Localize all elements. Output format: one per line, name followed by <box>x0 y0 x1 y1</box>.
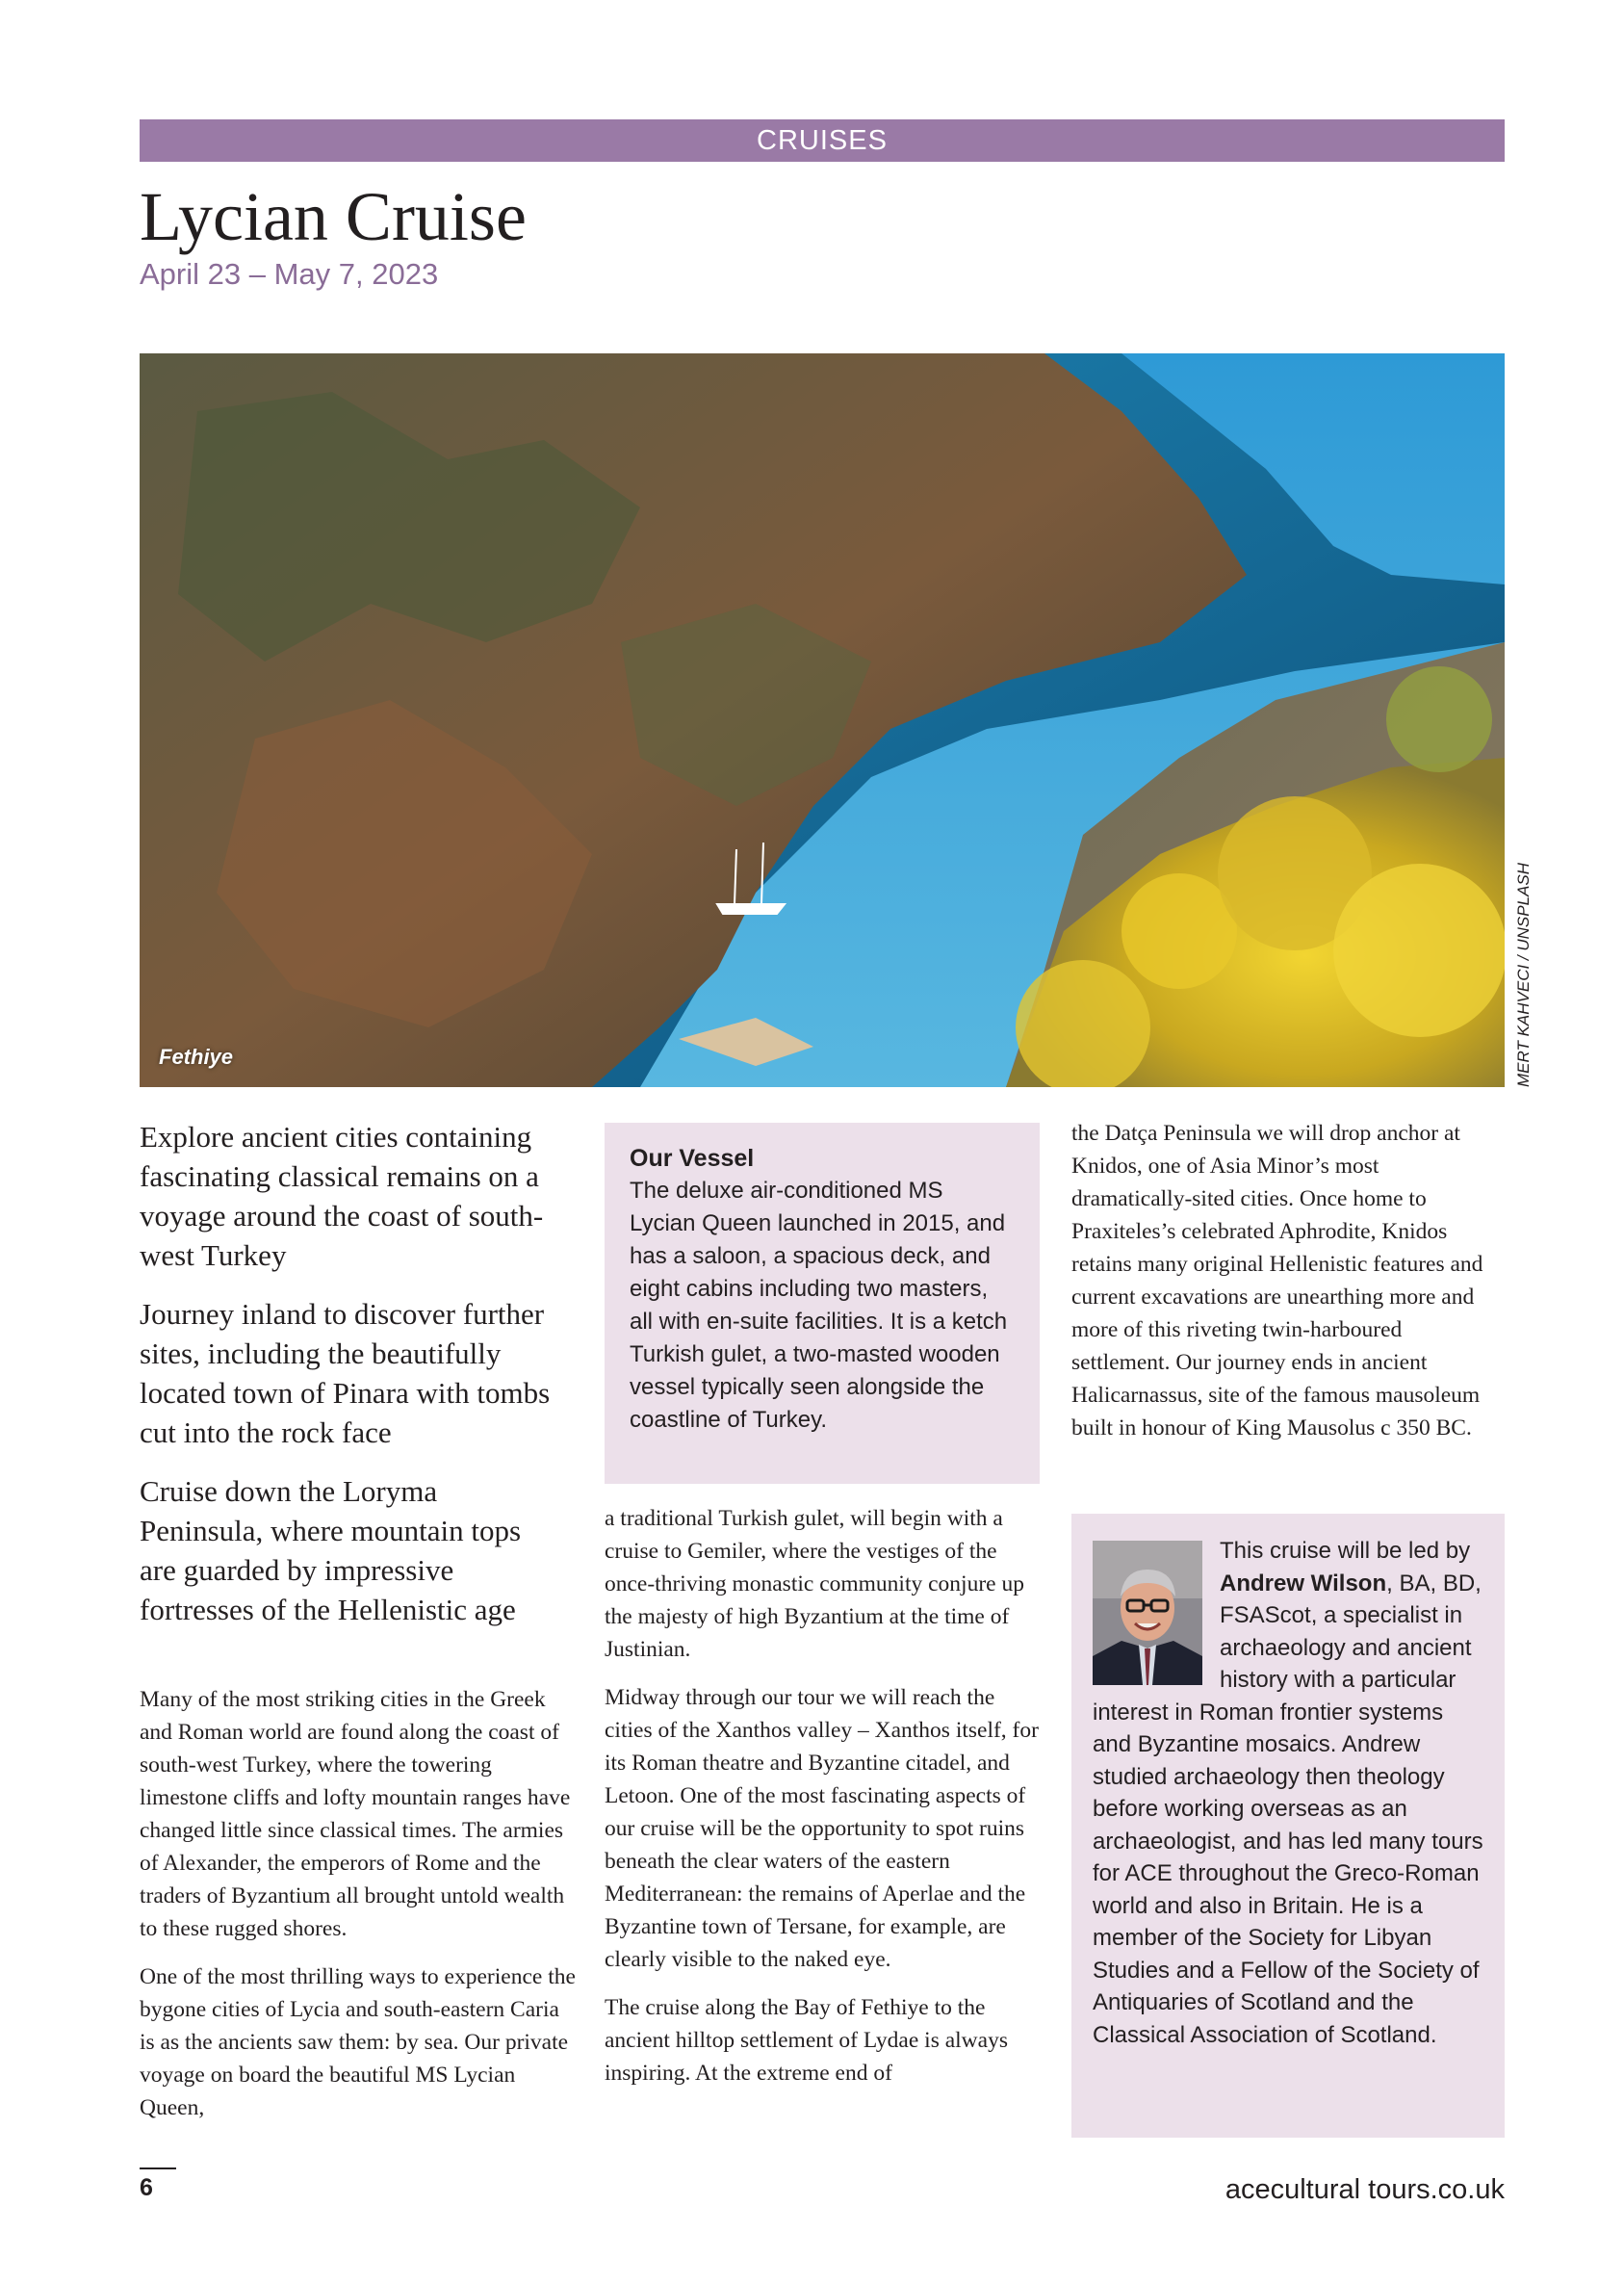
intro-column <box>140 1117 578 2124</box>
intro-highlight-1: Explore ancient cities containing fascinating classical remains on a voyage around the coast of south-west Turkey <box>140 1120 544 1272</box>
section-banner: CRUISES <box>140 119 1505 162</box>
lecturer-bio: This cruise will be led by Andrew Wilson, BA, BD, FSAScot, a specialist in archaeology and ancient history with a particular interest in Roman frontier systems and Byzantine mosaics. Andrew studied archaeology then theology before working overseas as an archaeologist, and has led many tours for ACE throughout the Greco-Roman world and also in Britain. He is a member of the Society for Libyan Studies and a Fellow of the Society of Antiquaries of Scotland and the Classical Association of Scotland. <box>1093 1538 1483 2048</box>
body-paragraph: the Datça Peninsula we will drop anchor at Knidos, one of Asia Minor’s most dramatically-sited cities. Once home to Praxiteles’s celebrated Aphrodite, Knidos retains many original Hellenistic features and current excavations are unearthing more and more of this riveting twin-harboured settlement. Our journey ends in ancient Halicarnassus, site of the famous mausoleum built in honour of King Mausolus c 350 BC. <box>1071 1121 1483 1440</box>
intro-highlight-2: Journey inland to discover further sites, including the beautifully located town of Pinara with tombs cut into the rock face <box>140 1297 551 1449</box>
intro-highlight-3: Cruise down the Loryma Peninsula, where mountain tops are guarded by impressive fortresses of the Hellenistic age <box>140 1474 522 1626</box>
fethiye-landscape-image <box>140 353 1505 1087</box>
tour-dates: April 23 – May 7, 2023 <box>140 257 439 291</box>
lecturer-bio-box <box>1071 1514 1505 2138</box>
page-number: 6 <box>140 2174 153 2201</box>
website-url: acecultural tours.co.uk <box>1224 2174 1505 2205</box>
vessel-description: The deluxe air-conditioned MS Lycian Queen launched in 2015, and has a saloon, a spacious deck, and eight cabins including two masters, all with en-suite facilities. It is a ketch Turkish gulet, a two-masted wooden vessel typically seen alongside the coastline of Turkey. <box>630 1178 1008 1433</box>
hero-photo <box>140 353 1505 1087</box>
photo-caption: Fethiye <box>159 1045 234 1069</box>
middle-column <box>605 1502 1040 2089</box>
body-paragraph: a traditional Turkish gulet, will begin with a cruise to Gemiler, where the vestiges of the once-thriving monastic community conjure up the majesty of high Byzantium at the time of Justinian. <box>605 1506 1024 1662</box>
portrait-image <box>1093 1541 1202 1685</box>
lecturer-name: Andrew Wilson <box>1220 1570 1387 1596</box>
page-number-rule <box>140 2167 176 2169</box>
body-paragraph: Midway through our tour we will reach the cities of the Xanthos valley – Xanthos itself, for its Roman theatre and Byzantine citadel, and Letoon. One of the most fascinating aspects of our cruise will be the opportunity to spot ruins beneath the clear waters of the eastern Mediterranean: the remains of Aperlae and the Byzantine town of Tersane, for example, are clearly visible to the naked eye. <box>605 1685 1039 1972</box>
vessel-title: Our Vessel <box>630 1145 755 1172</box>
page-title: Lycian Cruise <box>140 178 527 255</box>
photo-credit: MERT KAHVECI / UNSPLASH <box>1514 862 1533 1087</box>
body-paragraph: Many of the most striking cities in the Greek and Roman world are found along the coast of south-west Turkey, where the towering limestone cliffs and lofty mountain ranges have changed little since classical times. The armies of Alexander, the emperors of Rome and the traders of Byzantium all brought untold wealth to these rugged shores. <box>140 1687 571 1941</box>
body-paragraph: One of the most thrilling ways to experience the bygone cities of Lycia and south-eastern Caria is as the ancients saw them: by sea. Our private voyage on board the beautiful MS Lycian Queen, <box>140 1964 576 2120</box>
right-column <box>1071 1117 1505 1444</box>
lecturer-portrait <box>1093 1541 1202 1685</box>
body-paragraph: The cruise along the Bay of Fethiye to the ancient hilltop settlement of Lydae is always inspiring. At the extreme end of <box>605 1995 1008 2086</box>
vessel-info-box <box>605 1123 1040 1484</box>
